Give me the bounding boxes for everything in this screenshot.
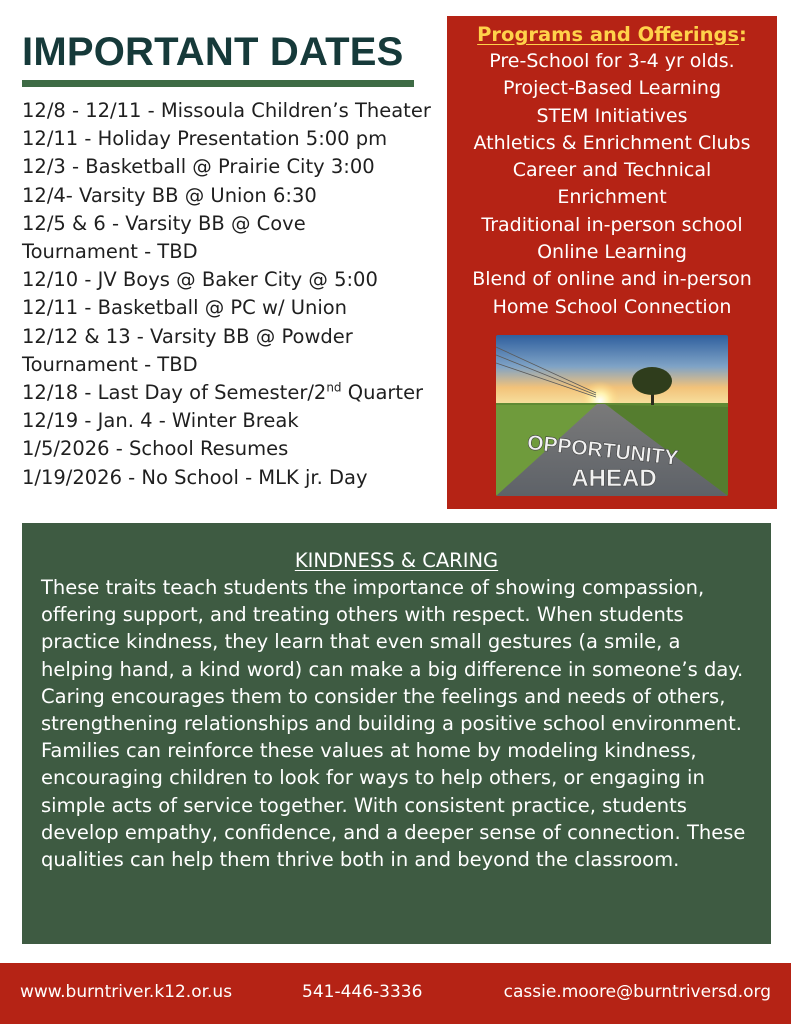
title-underline [22,80,414,87]
road-text-line2: AHEAD [571,465,657,492]
date-item: Tournament - TBD [22,352,198,376]
program-item: Pre-School for 3-4 yr olds. [489,50,735,72]
kindness-body: These traits teach students the importance of showing compassion, offering support, and treating others with respect. When students practice kindness, they learn that even small gestures (a smile, a helping hand, a kind word) can make a big difference in someone’s day. Caring encourages them to consider the feelings and needs of others, strengthening relationships and building a positive school environment. Families can reinforce these values at home by modeling kindness, encouraging children to look for ways to help others, or engaging in simple acts of service together. With consistent practice, students develop empathy, confidence, and a deeper sense of connection. These qualities can help them thrive both in and beyond the classroom. [41,576,746,872]
program-item: Blend of online and in-person [472,268,752,291]
kindness-caring-panel [22,523,771,944]
important-dates-list [22,97,447,492]
program-item: Project-Based Learning [502,77,722,100]
date-item: 1/19/2026 - No School - MLK jr. Day [22,465,368,489]
program-item: Career and Technical Enrichment [512,159,712,209]
opportunity-ahead-image [496,335,728,496]
date-item: 12/5 & 6 - Varsity BB @ Cove [22,211,306,235]
contact-footer [0,963,791,1024]
programs-heading-colon: : [739,23,747,46]
programs-list [447,48,777,321]
date-item: 12/4- Varsity BB @ Union 6:30 [22,183,317,207]
ordinal-suffix: nd [326,380,342,395]
kindness-title: KINDNESS & CARING [294,549,499,572]
date-item: 12/11 - Holiday Presentation 5:00 pm [22,127,388,151]
date-item: 1/5/2026 - School Resumes [22,437,289,461]
date-item: 12/8 - 12/11 - Missoula Children’s Theater [22,99,431,122]
page-title: IMPORTANT DATES [22,30,404,74]
tree-crown [632,367,672,395]
date-item: Tournament - TBD [22,240,198,264]
programs-heading-text: Programs and Offerings [477,23,740,46]
date-item: 12/3 - Basketball @ Prairie City 3:00 [22,155,375,179]
road-text-line1: OPPORTUNITY [526,431,680,470]
website-link[interactable]: www.burntriver.k12.or.us [20,982,233,1002]
programs-panel [447,16,777,509]
programs-heading [447,21,777,48]
semester-text-end: Quarter [341,381,424,405]
program-item: Traditional in-person school [481,213,743,236]
program-item: Home School Connection [492,295,732,318]
program-item: STEM Initiatives [536,104,688,127]
program-item: Athletics & Enrichment Clubs [473,131,751,154]
date-item: 12/10 - JV Boys @ Baker City @ 5:00 [22,268,378,292]
date-item: 12/12 & 13 - Varsity BB @ Powder [22,324,353,348]
phone-number[interactable]: 541-446-3336 [302,982,423,1002]
email-link[interactable]: cassie.moore@burntriversd.org [503,982,771,1002]
program-item: Online Learning [537,241,687,264]
semester-text: 12/18 - Last Day of Semester/2 [22,381,327,405]
date-item: 12/11 - Basketball @ PC w/ Union [22,296,348,320]
date-item-semester [22,379,447,407]
date-item: 12/19 - Jan. 4 - Winter Break [22,409,299,433]
